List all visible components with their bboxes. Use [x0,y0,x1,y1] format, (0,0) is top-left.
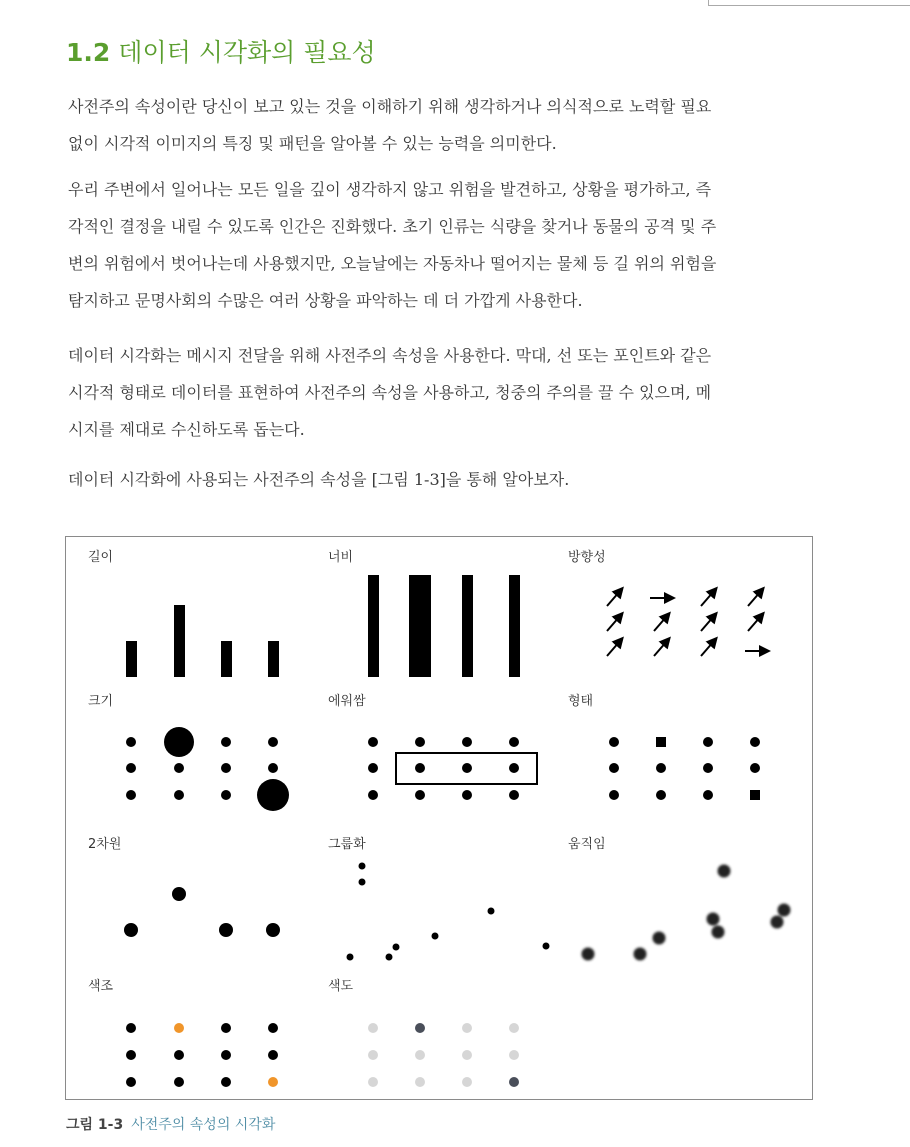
text-line: 우리 주변에서 일어나는 모든 일을 깊이 생각하지 않고 위험을 발견하고, 상황을 평가하고, 즉 [68,180,712,199]
width-bar [409,575,431,677]
arrow-icon [701,591,714,606]
arrow-icon [701,641,714,656]
2d-position-dots [124,887,280,937]
paragraph-4 [68,461,828,498]
panel-label-enclosure: 에워쌈 [328,694,366,709]
text-line: 탐지하고 문명사회의 수많은 여러 상황을 파악하는 데 더 가깝게 사용한다. [68,291,583,310]
text-line: 시지를 제대로 수신하도록 돕는다. [68,420,305,439]
paragraph-3 [68,337,828,448]
grouping-dots [347,863,550,961]
saturation-dots [368,1023,519,1087]
panel-label-shape: 형태 [568,694,594,709]
motion-dots [582,865,791,961]
arrow-icon [607,616,620,631]
section-title [66,33,376,69]
arrow-icon [654,641,667,656]
figure-caption [66,1114,275,1134]
width-bars [368,575,520,677]
text-line: 데이터 시각화는 메시지 전달을 위해 사전주의 속성을 사용한다. 막대, 선 또는 포인트와 같은 [68,346,712,365]
arrow-icon [701,616,714,631]
panel-label-length: 길이 [88,550,114,565]
panel-label-2d-position: 2차원 [88,837,122,852]
text-line: 없이 시각적 이미지의 특징 및 패턴을 알아볼 수 있는 능력을 의미한다. [68,134,557,153]
panel-label-width: 너비 [328,550,354,565]
panel-label-size: 크기 [88,694,114,709]
section-title-text: 데이터 시각화의 필요성 [118,38,376,67]
arrow-icon [607,591,620,606]
width-bar [368,575,379,677]
arrow-icon [607,641,620,656]
length-bars [126,605,279,677]
enclosure-dots [368,737,537,800]
length-bar [126,641,137,677]
arrow-icon [748,616,761,631]
text-line: 데이터 시각화에 사용되는 사전주의 속성을 [그림 1-3]을 통해 알아보자. [68,470,570,489]
panel-label-saturation: 색도 [328,979,354,994]
width-bar [462,575,473,677]
paragraph-1 [68,88,828,162]
text-line: 변의 위험에서 벗어나는데 사용했지만, 오늘날에는 자동차나 떨어지는 물체 등 길 위의 위험을 [68,254,717,273]
orientation-arrows [607,591,765,656]
page-corner-box [708,0,910,6]
text-line: 각적인 결정을 내릴 수 있도록 인간은 진화했다. 초기 인류는 식량을 찾거나 동물의 공격 및 주 [68,217,717,236]
width-bar [509,575,520,677]
panel-label-grouping: 그룹화 [328,837,366,852]
figure-caption-text: 사전주의 속성의 시각화 [131,1117,276,1133]
preattentive-attributes-figure [65,536,813,1100]
size-dots [126,727,289,811]
panel-label-motion: 움직임 [568,837,606,852]
panel-label-hue: 색조 [88,979,114,994]
figure-number: 그림 1-3 [66,1117,124,1133]
panel-label-orientation: 방향성 [568,550,606,565]
text-line: 사전주의 속성이란 당신이 보고 있는 것을 이해하기 위해 생각하거나 의식적으로 노력할 필요 [68,97,712,116]
length-bar [174,605,185,677]
text-line: 시각적 형태로 데이터를 표현하여 사전주의 속성을 사용하고, 청중의 주의를 끌 수 있으며, 메 [68,383,712,402]
arrow-icon [748,591,761,606]
arrow-icon [654,616,667,631]
shape-marks [609,737,760,800]
length-bar [221,641,232,677]
hue-dots [126,1023,278,1087]
length-bar [268,641,279,677]
section-number: 1.2 [66,38,111,67]
paragraph-2 [68,171,828,319]
